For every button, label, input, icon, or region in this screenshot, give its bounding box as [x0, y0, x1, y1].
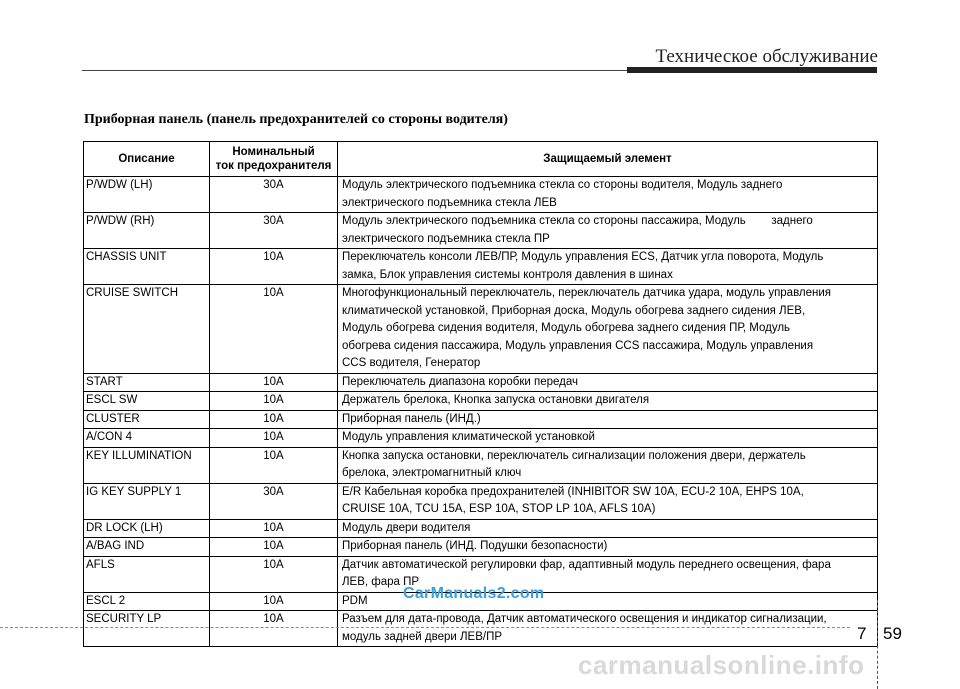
fuse-description: A/CON 4	[84, 429, 210, 448]
header-rating	[210, 142, 338, 177]
header-rating-line2: ток предохранителя	[215, 160, 332, 172]
protected-line: ЛЕВ, фара ПР	[342, 576, 420, 588]
protected-line: электрического подъемника стекла ПР	[342, 232, 550, 245]
fuse-protected-components	[338, 249, 878, 285]
table-header-row	[84, 142, 878, 177]
fuse-description: IG KEY SUPPLY 1	[84, 483, 210, 519]
fuse-protected-components	[338, 392, 878, 411]
header-description: Описание	[84, 142, 210, 177]
fuse-description: DR LOCK (LH)	[84, 519, 210, 538]
fuse-description: KEY ILLUMINATION	[84, 447, 210, 483]
table-row	[84, 285, 878, 374]
protected-line: брелока, электромагнитный ключ	[342, 467, 522, 479]
table-row	[84, 392, 878, 411]
table-row	[84, 429, 878, 448]
watermark-secondary: carmanualsonline.info	[578, 650, 865, 680]
fuse-description: ESCL SW	[84, 392, 210, 411]
page-header-title: Техническое обслуживание	[655, 46, 878, 67]
footer-dash-line	[0, 627, 850, 628]
chapter-number: 7	[857, 624, 867, 643]
fuse-rating: 10A	[210, 556, 338, 592]
fuse-description: CRUISE SWITCH	[84, 285, 210, 374]
table-row	[84, 249, 878, 285]
table-row	[84, 611, 878, 647]
protected-line: замка, Блок управления системы контроля давления в шинах	[342, 268, 673, 281]
table-row	[84, 519, 878, 538]
protected-line: обогрева сидения пассажира, Модуль управления CCS пассажира, Модуль управления	[342, 339, 814, 352]
protected-line: Приборная панель (ИНД.)	[342, 412, 481, 425]
protected-line: Модуль электрического подъемника стекла со стороны водителя, Модуль заднего	[342, 179, 783, 191]
fuse-table	[83, 141, 878, 647]
fuse-protected-components	[338, 611, 878, 647]
fuse-rating: 10A	[210, 592, 338, 611]
watermark-primary: CarManuals2.com	[403, 585, 545, 602]
fuse-rating: 10A	[210, 519, 338, 538]
fuse-description: CHASSIS UNIT	[84, 249, 210, 285]
protected-line: Разъем для дата-провода, Датчик автоматического освещения и индикатор сигнализации,	[342, 613, 827, 625]
section-heading: Приборная панель (панель предохранителей со стороны водителя)	[84, 112, 508, 127]
table-body	[84, 177, 878, 647]
fuse-rating: 30A	[210, 177, 338, 213]
protected-line: модуль задней двери ЛЕВ/ПР	[342, 630, 503, 643]
protected-line: Приборная панель (ИНД. Подушки безопасности)	[342, 540, 608, 552]
protected-line: CRUISE 10A, TCU 15A, ESP 10A, STOP LP 10A, AFLS 10A)	[342, 503, 656, 515]
fuse-description: ESCL 2	[84, 592, 210, 611]
fuse-protected-components	[338, 213, 878, 249]
protected-line: PDM	[342, 594, 368, 607]
page-number: 59	[883, 624, 902, 643]
fuse-protected-components	[338, 519, 878, 538]
fuse-rating: 10A	[210, 538, 338, 557]
fuse-protected-components	[338, 429, 878, 448]
protected-line: электрического подъемника стекла ЛЕВ	[342, 196, 557, 209]
table-row	[84, 447, 878, 483]
fuse-rating: 10A	[210, 429, 338, 448]
fuse-description: A/BAG IND	[84, 538, 210, 557]
fuse-rating: 10A	[210, 392, 338, 411]
protected-line: CCS водителя, Генератор	[342, 357, 481, 369]
protected-line: Модуль обогрева сидения водителя, Модуль обогрева заднего сидения ПР, Модуль	[342, 322, 791, 334]
fuse-description: CLUSTER	[84, 410, 210, 429]
table-row	[84, 483, 878, 519]
table-row	[84, 213, 878, 249]
protected-line: климатической установкой, Приборная доска, Модуль обогрева заднего сидения ЛЕВ,	[342, 304, 806, 317]
fuse-description: P/WDW (RH)	[84, 213, 210, 249]
fuse-protected-components	[338, 285, 878, 374]
fuse-protected-components	[338, 177, 878, 213]
protected-line: E/R Кабельная коробка предохранителей (INHIBITOR SW 10A, ECU-2 10A, EHPS 10A,	[342, 485, 804, 498]
fuse-rating: 30A	[210, 483, 338, 519]
fuse-rating: 10A	[210, 373, 338, 392]
fuse-protected-components	[338, 373, 878, 392]
protected-line: Модуль двери водителя	[342, 521, 471, 534]
page-separator	[877, 600, 878, 689]
fuse-rating: 30A	[210, 213, 338, 249]
table-row	[84, 410, 878, 429]
fuse-rating: 10A	[210, 611, 338, 647]
fuse-protected-components	[338, 447, 878, 483]
protected-line: Модуль электрического подъемника стекла со стороны пассажира, Модуль заднего	[342, 215, 813, 227]
protected-line: Модуль управления климатической установкой	[342, 431, 595, 443]
fuse-description: SECURITY LP	[84, 611, 210, 647]
protected-line: Держатель брелока, Кнопка запуска остановки двигателя	[342, 394, 650, 406]
protected-line: Переключатель консоли ЛЕВ/ПР, Модуль управления ECS, Датчик угла поворота, Модуль	[342, 251, 824, 263]
fuse-protected-components	[338, 538, 878, 557]
fuse-rating: 10A	[210, 285, 338, 374]
protected-line: Кнопка запуска остановки, переключатель сигнализации положения двери, держатель	[342, 449, 806, 462]
fuse-rating: 10A	[210, 249, 338, 285]
fuse-protected-components	[338, 410, 878, 429]
table-row	[84, 177, 878, 213]
table-row	[84, 538, 878, 557]
fuse-protected-components	[338, 483, 878, 519]
fuse-rating: 10A	[210, 410, 338, 429]
fuse-rating: 10A	[210, 447, 338, 483]
fuse-description: AFLS	[84, 556, 210, 592]
protected-line: Переключатель диапазона коробки передач	[342, 375, 578, 388]
header-rule-accent	[627, 67, 877, 73]
header-protected: Защищаемый элемент	[338, 142, 878, 177]
protected-line: Датчик автоматической регулировки фар, адаптивный модуль переднего освещения, фара	[342, 558, 831, 571]
table-row	[84, 373, 878, 392]
fuse-description: START	[84, 373, 210, 392]
header-rating-line1: Номинальный	[232, 146, 315, 158]
protected-line: Многофункциональный переключатель, переключатель датчика удара, модуль управления	[342, 287, 832, 299]
fuse-description: P/WDW (LH)	[84, 177, 210, 213]
